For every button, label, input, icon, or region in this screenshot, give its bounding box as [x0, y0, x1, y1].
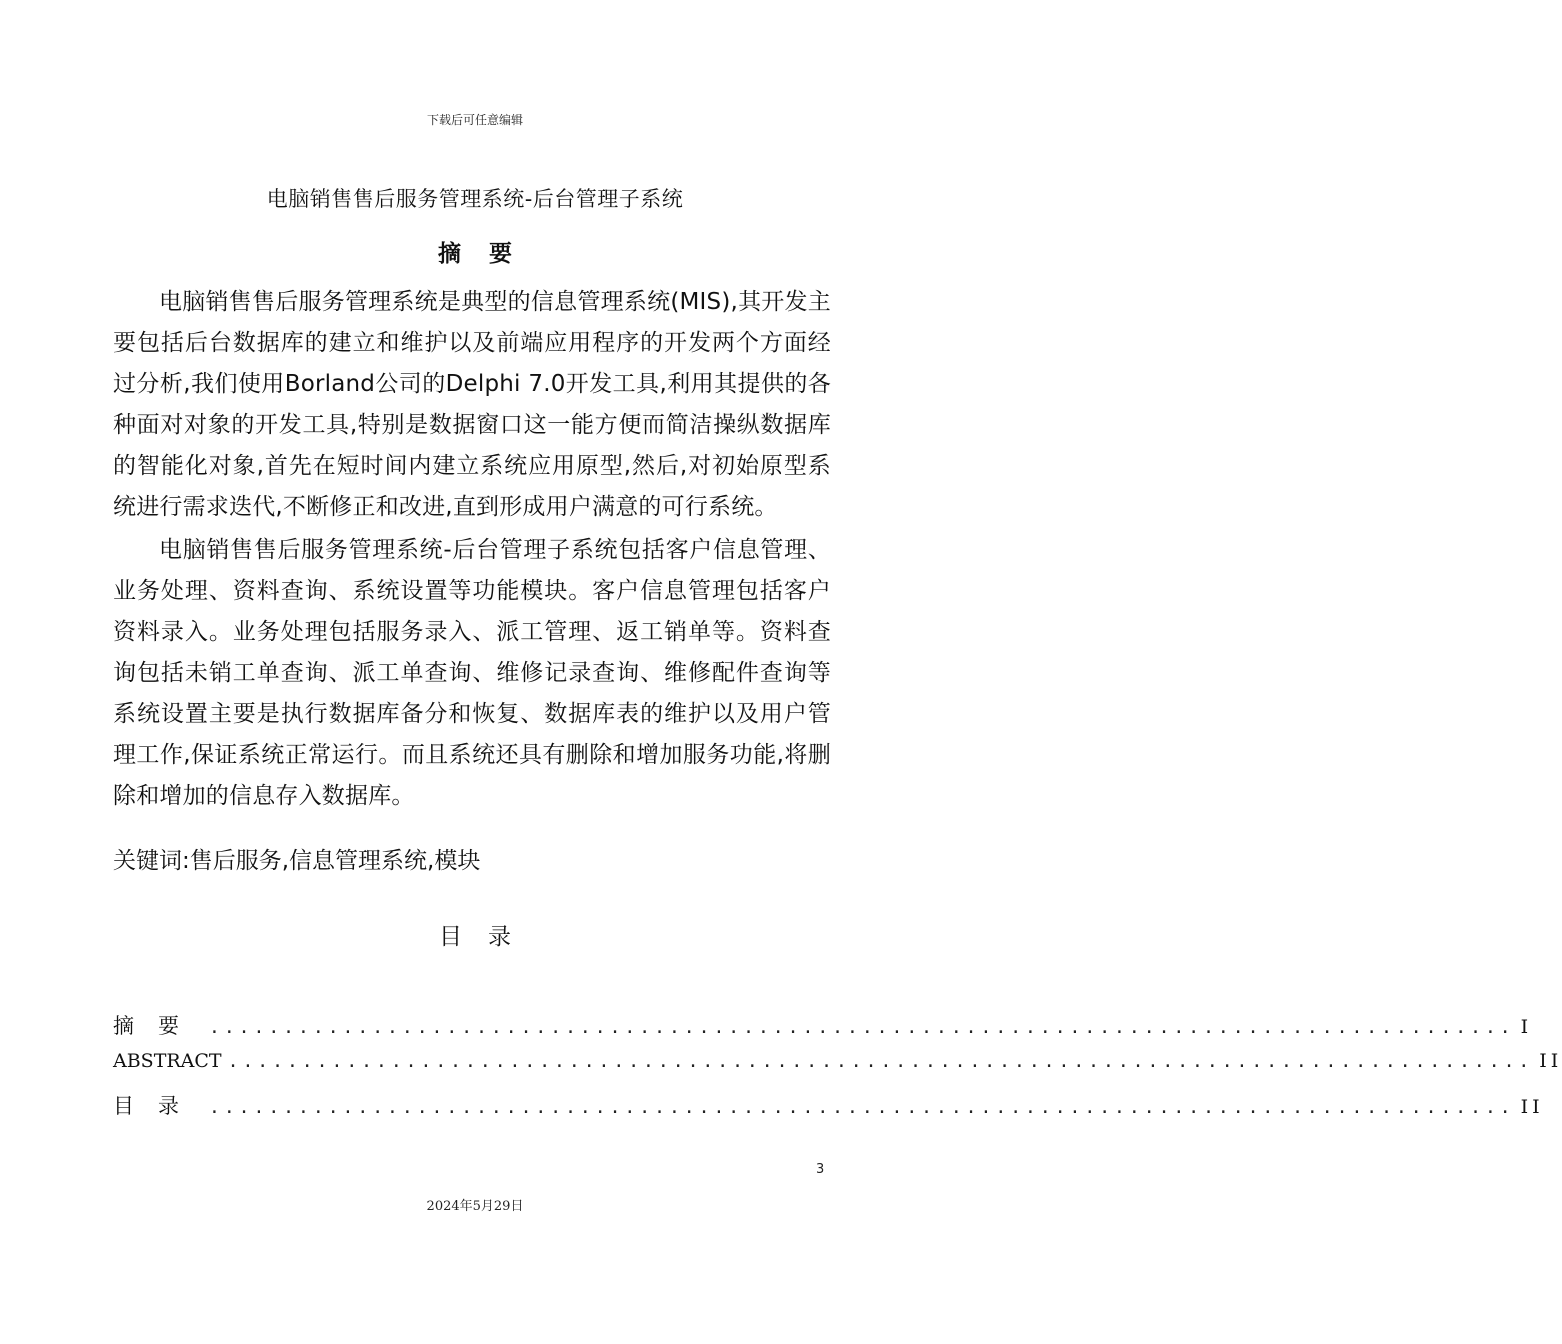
toc-entry-page: I [1520, 1016, 1533, 1038]
abstract-heading: 摘要 [438, 241, 540, 267]
toc-leader-dots: ........................................................................................ [227, 1051, 1534, 1072]
toc-entry-page: II [1520, 1096, 1544, 1118]
footer-date: 2024年5月29日 [426, 1199, 524, 1214]
toc-entry-abstract[interactable] [113, 1010, 1533, 1050]
toc-entry-label: 目录 [113, 1094, 203, 1118]
abstract-paragraph-2: 电脑销售售后服务管理系统-后台管理子系统包括客户信息管理、业务处理、资料查询、系统设置等功能模块。客户信息管理包括客户资料录入。业务处理包括服务录入、派工管理、返工销单等。资料查询包括未销工单查询、派工单查询、维修记录查询、维修配件查询等系统设置主要是执行数据库备分和恢复、数据库表的维护以及用户管理工作,保证系统正常运行。而且系统还具有删除和增加服务功能,将删除和增加的信息存入数据库。 [113, 537, 831, 809]
toc-entry-contents[interactable] [113, 1090, 1544, 1130]
abstract-paragraph-1: 电脑销售售后服务管理系统是典型的信息管理系统(MIS),其开发主要包括后台数据库的建立和维护以及前端应用程序的开发两个方面经过分析,我们使用Borland公司的Delphi 7.0开发工具,利用其提供的各种面对对象的开发工具,特别是数据窗口这一能方便而简洁操纵数据库的智能化对象,首先在短时间内建立系统应用原型,然后,对初始原型系统进行需求迭代,不断修正和改进,直到形成用户满意的可行系统。 [113, 289, 831, 520]
page-number: 3 [816, 1162, 825, 1177]
toc-heading: 目录 [439, 924, 537, 950]
toc-entry-page: II [1539, 1050, 1562, 1072]
toc-leader-dots: ........................................................................................ [209, 1097, 1515, 1118]
table-of-contents [113, 1010, 1562, 1130]
header-note: 下载后可任意编辑 [426, 113, 523, 127]
toc-leader-dots: ........................................................................................ [209, 1017, 1515, 1038]
toc-entry-label: 摘要 [113, 1014, 203, 1038]
keywords: 关键词:售后服务,信息管理系统,模块 [113, 848, 481, 874]
toc-entry-label: ABSTRACT [113, 1050, 222, 1072]
document-title: 电脑销售售后服务管理系统-后台管理子系统 [266, 187, 684, 211]
toc-entry-english-abstract[interactable] [113, 1050, 1562, 1090]
